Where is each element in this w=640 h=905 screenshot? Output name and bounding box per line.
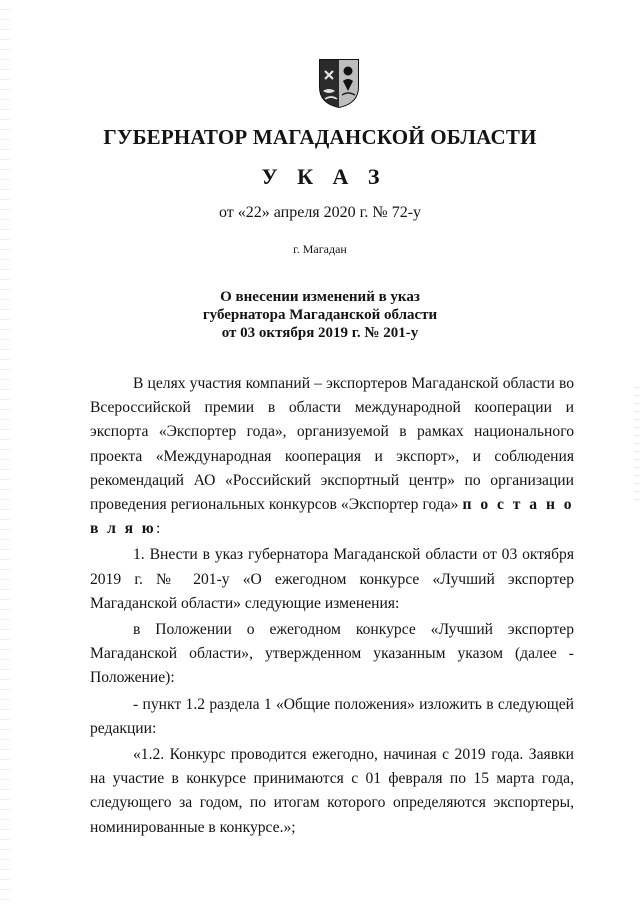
paragraph-clause-1-2-text: «1.2. Конкурс проводится ежегодно, начиная с 2019 года. Заявки на участие в конкурсе принимаются с 01 февраля по 15 марта года, следующего за годом, по итогам которого определяются экспортеры, номинированные в конкурсе.»; <box>90 746 574 836</box>
document-type-title: У К А З <box>261 164 387 189</box>
document-date-number: от «22» апреля 2020 г. № 72-у <box>218 204 422 221</box>
organization-title: ГУБЕРНАТОР МАГАДАНСКОЙ ОБЛАСТИ <box>103 125 537 149</box>
scan-edge-noise-right <box>634 380 640 500</box>
document-city: г. Магадан <box>293 242 347 256</box>
coat-of-arms-icon <box>317 57 361 109</box>
paragraph-clause-1-2-intro: - пункт 1.2 раздела 1 «Общие положения» изложить в следующей редакции: <box>90 695 574 737</box>
subject-line-2: губернатора Магаданской области <box>202 307 438 323</box>
paragraph-item-1: 1. Внести в указ губернатора Магаданской области от 03 октября 2019 г. № 201-у «О ежегодном конкурсе «Лучший экспортер Магаданской области» следующие изменения: <box>90 546 574 612</box>
decree-keyword: п о с т а н о в л я ю <box>90 496 574 538</box>
paragraph-regulation-amendment: в Положении о ежегодном конкурсе «Лучший экспортер Магаданской области», утвержденном указанным указом (далее - Положение): <box>90 621 574 687</box>
preamble-text: В целях участия компаний – экспортеров Магаданской области во Всероссийской премии в области международной кооперации и экспорта «Экспортер года», организуемой в рамках национального проекта «Международная кооперация и экспорт», и соблюдения рекомендаций АО «Российский экспортный центр» по организации проведения региональных конкурсов «Экспортер года» <box>90 375 574 514</box>
paragraph-preamble <box>90 372 574 541</box>
document-body <box>90 372 574 840</box>
document-subject <box>0 288 640 342</box>
subject-line-1: О внесении изменений в указ <box>220 289 420 305</box>
preamble-colon: : <box>156 520 161 538</box>
subject-line-3: от 03 октября 2019 г. № 201-у <box>221 325 419 341</box>
